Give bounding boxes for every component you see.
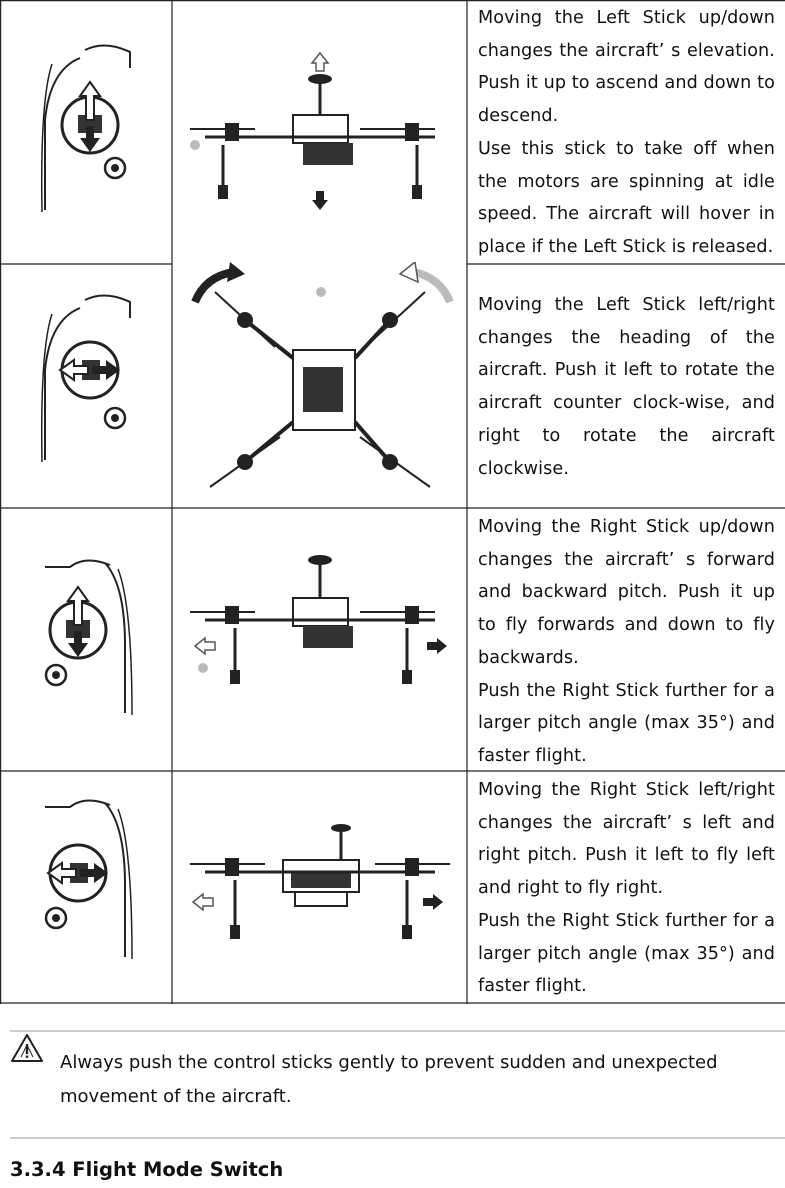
drone-roll-illustration <box>185 800 460 970</box>
row-4-description <box>468 772 785 1003</box>
drone-heading-illustration <box>185 262 460 502</box>
controller-right-stick-updown-illustration <box>40 545 170 745</box>
section-heading: 3.3.4 Flight Mode Switch <box>10 1158 284 1181</box>
row-2-paragraph-1: Moving the Left Stick left/right changes the heading of the aircraft. Push it left to rotate the aircraft counter clock-wise, and right to rotate the aircraft clockwise. <box>478 295 775 479</box>
row-2-description <box>468 287 785 485</box>
row-3-paragraph-2: Push the Right Stick further for a larger pitch angle (max 35°) and faster flight. <box>478 680 775 766</box>
drone-forward-pitch-illustration <box>185 530 460 700</box>
controller-left-stick-leftright-illustration <box>30 290 160 490</box>
row-1-paragraph-2: Use this stick to take off when the motors are spinning at idle speed. The aircraft will hover in place if the Left Stick is released. <box>478 138 775 257</box>
drone-elevation-illustration <box>185 45 460 215</box>
row-1-paragraph-1: Moving the Left Stick up/down changes the aircraft’ s elevation. Push it up to ascend and down to descend. <box>478 8 775 127</box>
controller-left-stick-updown-illustration <box>30 40 160 240</box>
controller-right-stick-leftright-illustration <box>40 785 170 985</box>
row-4-paragraph-1: Moving the Right Stick left/right changes the aircraft’ s left and right pitch. Push it left to fly left and right to fly right. <box>478 780 775 899</box>
row-1-description <box>468 0 785 264</box>
row-3-description <box>468 509 785 773</box>
row-4-paragraph-2: Push the Right Stick further for a larger pitch angle (max 35°) and faster flight. <box>478 910 775 997</box>
warning-triangle-icon <box>10 1033 44 1063</box>
note-text: Always push the control sticks gently to prevent sudden and unexpected movement of the aircraft. <box>60 1052 718 1107</box>
note-bottom-rule <box>10 1137 785 1139</box>
note-top-rule <box>10 1030 785 1032</box>
row-3-paragraph-1: Moving the Right Stick up/down changes the aircraft’ s forward and backward pitch. Push it up to fly forwards and down to fly backwards. <box>478 517 775 668</box>
